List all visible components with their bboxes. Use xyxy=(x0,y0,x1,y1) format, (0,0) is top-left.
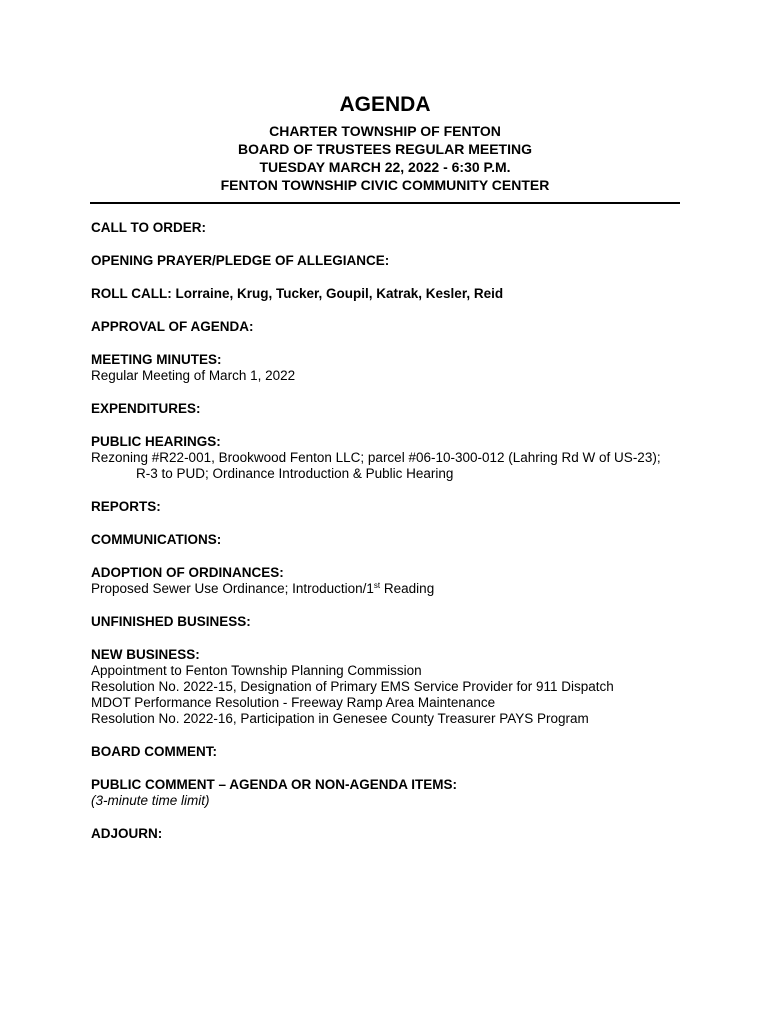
agenda-title: AGENDA xyxy=(339,93,431,116)
section-approval-of-agenda xyxy=(91,319,691,335)
section-heading: APPROVAL OF AGENDA: xyxy=(91,319,254,334)
section-heading: OPENING PRAYER/PLEDGE OF ALLEGIANCE: xyxy=(91,253,390,268)
section-adoption-of-ordinances xyxy=(91,565,691,597)
section-heading: COMMUNICATIONS: xyxy=(91,532,222,547)
agenda-body xyxy=(91,220,691,859)
ordinance-text-end: Reading xyxy=(380,581,435,596)
list-item: Resolution No. 2022-16, Participation in Genesee County Treasurer PAYS Program xyxy=(91,711,589,726)
section-heading: MEETING MINUTES: xyxy=(91,352,222,367)
section-heading: EXPENDITURES: xyxy=(91,401,201,416)
ordinance-text: Proposed Sewer Use Ordinance; Introduction/1 xyxy=(91,581,374,596)
roll-call-line: ROLL CALL: Lorraine, Krug, Tucker, Goupil, Katrak, Kesler, Reid xyxy=(91,286,504,301)
section-board-comment xyxy=(91,744,691,760)
list-item xyxy=(91,581,691,597)
list-item: Appointment to Fenton Township Planning Commission xyxy=(91,663,422,678)
section-unfinished-business xyxy=(91,614,691,630)
meeting-location: FENTON TOWNSHIP CIVIC COMMUNITY CENTER xyxy=(220,177,550,193)
section-heading: NEW BUSINESS: xyxy=(91,647,200,662)
section-adjourn xyxy=(91,826,691,842)
section-communications xyxy=(91,532,691,548)
section-meeting-minutes xyxy=(91,352,691,384)
meeting-type: BOARD OF TRUSTEES REGULAR MEETING xyxy=(237,141,532,157)
list-item: Regular Meeting of March 1, 2022 xyxy=(91,368,296,383)
section-heading: REPORTS: xyxy=(91,499,161,514)
list-item: MDOT Performance Resolution - Freeway Ramp Area Maintenance xyxy=(91,695,496,710)
header-divider xyxy=(90,202,680,204)
section-public-hearings xyxy=(91,434,691,482)
agenda-header xyxy=(90,92,680,194)
list-item: Resolution No. 2022-15, Designation of Primary EMS Service Provider for 911 Dispatch xyxy=(91,679,614,694)
section-public-comment xyxy=(91,777,691,809)
section-heading: UNFINISHED BUSINESS: xyxy=(91,614,251,629)
meeting-date-time: TUESDAY MARCH 22, 2022 - 6:30 P.M. xyxy=(259,159,511,175)
list-item: Rezoning #R22-001, Brookwood Fenton LLC; parcel #06-10-300-012 (Lahring Rd W of US-23); xyxy=(91,450,661,465)
section-heading: ADOPTION OF ORDINANCES: xyxy=(91,565,284,580)
township-name: CHARTER TOWNSHIP OF FENTON xyxy=(269,123,501,139)
section-heading: PUBLIC HEARINGS: xyxy=(91,434,221,449)
section-reports xyxy=(91,499,691,515)
section-opening-prayer xyxy=(91,253,691,269)
ordinal-suffix: st xyxy=(373,581,381,590)
section-heading: CALL TO ORDER: xyxy=(91,220,207,235)
section-heading: BOARD COMMENT: xyxy=(91,744,217,759)
section-call-to-order xyxy=(91,220,691,236)
section-new-business xyxy=(91,647,691,727)
section-expenditures xyxy=(91,401,691,417)
section-roll-call xyxy=(91,286,691,302)
section-heading: PUBLIC COMMENT – AGENDA OR NON-AGENDA ITEMS: xyxy=(91,777,457,792)
list-item-continuation: R-3 to PUD; Ordinance Introduction & Public Hearing xyxy=(136,466,454,481)
section-heading: ADJOURN: xyxy=(91,826,163,841)
time-limit-note: (3-minute time limit) xyxy=(91,793,210,808)
